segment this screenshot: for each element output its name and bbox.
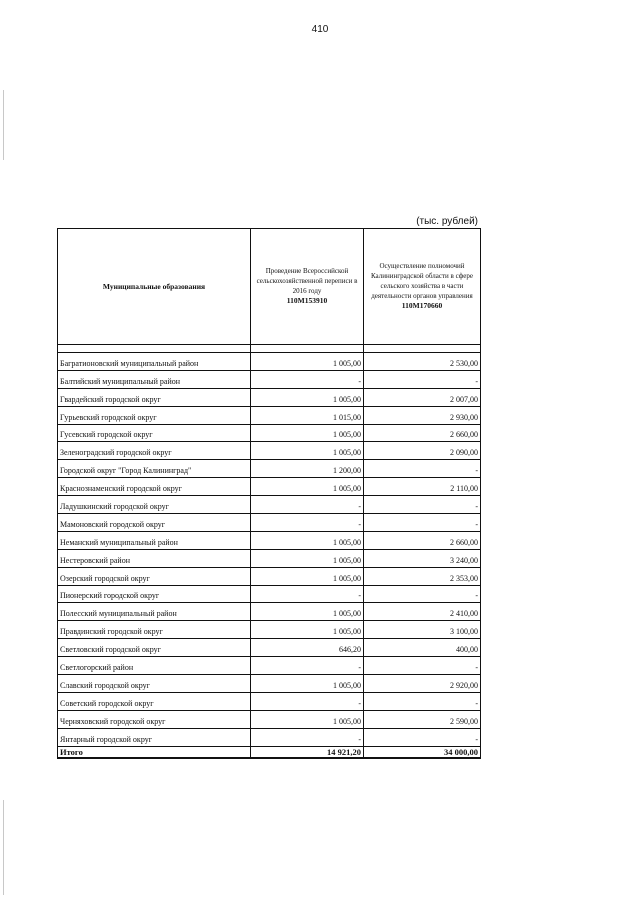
budget-table [57,228,481,759]
header-agriculture [364,229,481,345]
table-row [58,406,481,424]
row-agriculture-value: - [364,657,481,675]
table-row [58,567,481,585]
row-agriculture-value: 2 410,00 [364,603,481,621]
row-name: Гвардейский городской округ [58,388,251,406]
row-census-value: 1 005,00 [251,621,364,639]
table-header [58,229,481,353]
table-row [58,585,481,603]
table-row [58,514,481,532]
table-row [58,496,481,514]
row-name: Славский городской округ [58,675,251,693]
row-census-value: 1 005,00 [251,353,364,371]
header-census-code: 110М153910 [286,296,328,306]
row-agriculture-value: 2 090,00 [364,442,481,460]
units-label: (тыс. рублей) [416,216,478,227]
table-row [58,370,481,388]
table-row [58,442,481,460]
table-body [58,353,481,747]
row-name: Светлогорский район [58,657,251,675]
header-spacer [58,345,481,353]
table-row [58,531,481,549]
row-name: Мамоновский городской округ [58,514,251,532]
row-name: Пионерский городской округ [58,585,251,603]
header-agriculture-code: 110М170660 [401,301,443,311]
table-row [58,728,481,746]
row-agriculture-value: 2 660,00 [364,531,481,549]
total-agriculture: 34 000,00 [364,746,481,758]
table-row [58,353,481,371]
row-name: Нестеровский район [58,549,251,567]
row-name: Гусевский городской округ [58,424,251,442]
row-agriculture-value: 3 240,00 [364,549,481,567]
row-census-value: - [251,657,364,675]
row-agriculture-value: 3 100,00 [364,621,481,639]
table-row [58,388,481,406]
row-census-value: 1 005,00 [251,478,364,496]
header-municipalities: Муниципальные образования [58,229,251,345]
row-census-value: 1 005,00 [251,603,364,621]
header-census-text: Проведение Всероссийской сельскохозяйственной переписи в 2016 году [256,266,358,296]
row-agriculture-value: 2 007,00 [364,388,481,406]
row-census-value: - [251,370,364,388]
row-agriculture-value: - [364,496,481,514]
table-row [58,657,481,675]
table-row [58,710,481,728]
header-agriculture-text: Осуществление полномочий Калининградской области в сфере сельского хозяйства в части деятельности органов управления [370,261,474,301]
row-census-value: - [251,514,364,532]
row-census-value: 1 005,00 [251,549,364,567]
row-census-value: - [251,496,364,514]
row-name: Зеленоградский городской округ [58,442,251,460]
row-census-value: 1 005,00 [251,531,364,549]
row-name: Правдинский городской округ [58,621,251,639]
scan-edge-mark [3,90,4,160]
row-agriculture-value: - [364,514,481,532]
row-census-value: 1 005,00 [251,442,364,460]
table-row [58,460,481,478]
row-name: Гурьевский городской округ [58,406,251,424]
table-row [58,549,481,567]
row-census-value: - [251,728,364,746]
row-census-value: 1 015,00 [251,406,364,424]
row-agriculture-value: - [364,460,481,478]
row-name: Озерский городской округ [58,567,251,585]
row-census-value: - [251,585,364,603]
table-row [58,603,481,621]
row-agriculture-value: - [364,692,481,710]
row-census-value: 1 005,00 [251,710,364,728]
row-agriculture-value: 2 110,00 [364,478,481,496]
row-name: Янтарный городской округ [58,728,251,746]
row-census-value: 1 200,00 [251,460,364,478]
table-row [58,424,481,442]
row-census-value: 1 005,00 [251,567,364,585]
row-name: Багратионовский муниципальный район [58,353,251,371]
row-agriculture-value: 2 590,00 [364,710,481,728]
row-agriculture-value: - [364,370,481,388]
row-name: Балтийский муниципальный район [58,370,251,388]
row-name: Ладушкинский городской округ [58,496,251,514]
row-name: Городской округ "Город Калининград" [58,460,251,478]
total-label: Итого [58,746,251,758]
total-census: 14 921,20 [251,746,364,758]
row-census-value: 1 005,00 [251,424,364,442]
row-agriculture-value: 2 920,00 [364,675,481,693]
scan-edge-mark [3,800,4,895]
total-row [58,746,481,758]
row-name: Полесский муниципальный район [58,603,251,621]
row-name: Краснознаменский городской округ [58,478,251,496]
table-row [58,639,481,657]
row-name: Черняховский городской округ [58,710,251,728]
row-name: Светловский городской округ [58,639,251,657]
row-census-value: 1 005,00 [251,675,364,693]
header-census [251,229,364,345]
table-row [58,478,481,496]
row-census-value: 1 005,00 [251,388,364,406]
table-row [58,675,481,693]
row-agriculture-value: 2 930,00 [364,406,481,424]
row-agriculture-value: 2 353,00 [364,567,481,585]
row-census-value: 646,20 [251,639,364,657]
row-agriculture-value: - [364,728,481,746]
row-name: Неманский муниципальный район [58,531,251,549]
table-row [58,692,481,710]
row-agriculture-value: 2 660,00 [364,424,481,442]
row-census-value: - [251,692,364,710]
row-agriculture-value: - [364,585,481,603]
page-number: 410 [311,24,329,35]
row-agriculture-value: 2 530,00 [364,353,481,371]
row-name: Советский городской округ [58,692,251,710]
table-row [58,621,481,639]
row-agriculture-value: 400,00 [364,639,481,657]
